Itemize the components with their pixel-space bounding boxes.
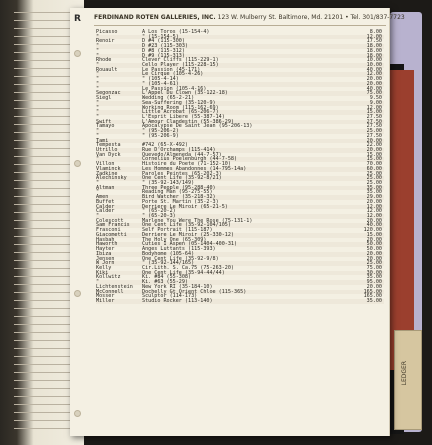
ledger-price: 25.00 [366, 175, 382, 182]
ledger-price: 20.00 [366, 250, 382, 257]
ledger-price: 20.00 [366, 236, 382, 243]
company-name: FERDINAND ROTEN GALLERIES, INC. [94, 14, 216, 21]
ledger-title: One Cent Life (35-92-8/21) [142, 175, 222, 182]
ledger-artist: " [96, 156, 100, 163]
ledger-artist: Calder [96, 208, 115, 215]
ledger-price: 9.00 [369, 99, 382, 106]
ledger-price: 18.00 [366, 43, 382, 50]
ledger-price: 15.00 [366, 231, 382, 238]
ledger-artist: " [96, 71, 100, 78]
ledger-title: " (15-154-5) [142, 33, 179, 40]
ledger-title: Cir.Lith. S. Ca.75 (75-263-20) [142, 264, 235, 271]
ledger-artist: " [96, 279, 100, 286]
ledger-price: 35.00 [366, 297, 382, 304]
ledger-price: 20.00 [366, 137, 382, 144]
ledger-title: L'Appel Du Clown (35-122-18) [142, 90, 228, 97]
ledger-artist: Tamayo [96, 123, 115, 130]
ledger-price: 40.00 [366, 222, 382, 229]
ledger-title: " (95-206-9) [142, 132, 179, 139]
ledger-artist: Zadkine [96, 170, 118, 177]
ledger-title: Le Passion (45-171) [142, 66, 201, 73]
ledger-price: 35.00 [366, 274, 382, 281]
ledger-artist: " [96, 99, 100, 106]
ledger-price: 10.00 [366, 57, 382, 64]
ledger-artist: W Jorn [96, 260, 115, 267]
ledger-title: Histoire du Poete (71-152-10) [142, 161, 231, 168]
ledger-price: 27.50 [366, 123, 382, 130]
ledger-artist: " [96, 80, 100, 87]
ledger-title: " (65-20-2) [142, 208, 176, 215]
ledger-title: " (35-92-143/149) [142, 180, 195, 186]
ledger-title: Sea-Suffering (35-120-9) [142, 99, 216, 106]
ledger-artist: Mosser [96, 293, 115, 300]
ledger-artist: Altman [96, 184, 115, 191]
ledger-price: 15.00 [366, 109, 382, 116]
ledger-price: 12.00 [366, 71, 382, 78]
ledger-price: 20.00 [366, 146, 382, 153]
ledger-title: Three People (95-288-40) [142, 184, 216, 191]
ledger-title: D #9 (115-313) [142, 52, 185, 59]
ledger-price: 40.00 [366, 85, 382, 92]
ledger-price: 165.00 [363, 288, 382, 295]
ledger-artist: Renoir [96, 38, 115, 45]
ledger-title: Quevedo/Almeneda (44-7-57) [142, 151, 222, 158]
ledger-price: 20.00 [366, 80, 382, 87]
ledger-artist: Tempesta [96, 142, 121, 149]
ledger-price: 15.00 [366, 156, 382, 163]
ledger-title: Bodyhome (105-64) [142, 250, 195, 257]
ledger-title: Ki. #84 (55-308) [142, 274, 192, 281]
previous-page-lines [14, 12, 78, 436]
ledger-price: 18.00 [366, 52, 382, 59]
ledger-price: 75.00 [366, 90, 382, 97]
ledger-title: " (35-92-144/165) [142, 260, 195, 267]
ledger-price: 25.00 [366, 128, 382, 135]
ledger-artist: " [96, 113, 100, 120]
ledger-title: One Cent Life (35-94-44/44) [142, 269, 225, 276]
ledger-artist: Swift [96, 118, 112, 125]
ledger-artist: " [96, 33, 100, 40]
ledger-title: Wedding (65-2-21) [142, 95, 195, 102]
ledger-artist: Calder [96, 203, 115, 210]
ledger-title: Derriere Le Miroir (65-21-5) [142, 203, 228, 210]
ledger-artist: Kelly [96, 264, 112, 271]
ledger-artist: Alechinsky [96, 175, 127, 182]
ledger-artist: " [96, 128, 100, 135]
ledger-title: " (105-4-14) [142, 76, 179, 83]
ledger-artist: Ibiza [96, 250, 112, 257]
ledger-price: 25.00 [366, 260, 382, 267]
ledger-price: 12.00 [366, 203, 382, 210]
ledger-price: 29.00 [366, 194, 382, 201]
ledger-artist: Giacometti [96, 231, 127, 238]
side-tab-label: LEDGER [401, 361, 408, 386]
ledger-price: 17.50 [366, 38, 382, 45]
ledger-price: 12.00 [366, 208, 382, 215]
red-divider-tab [388, 70, 414, 370]
ledger-price: 70.00 [366, 161, 382, 168]
ledger-price: 165.00 [363, 293, 382, 300]
ledger-artist: " [96, 85, 100, 92]
ledger-title: Bird Watcher (35-218-32) [142, 194, 216, 201]
ledger-price: 12.00 [366, 104, 382, 111]
ledger-title: Reading Man (95-275-55) [142, 189, 213, 196]
ledger-price: 27.50 [366, 113, 382, 120]
ledger-title: Porte St. Martin (35-2-3) [142, 198, 219, 205]
ledger-title: Cuties I Aspen (05-1404-400-31) [142, 241, 238, 248]
ledger-price: 40.00 [366, 66, 382, 73]
ledger-price: 8.00 [369, 29, 382, 35]
ledger-price: 25.00 [366, 170, 382, 177]
ledger-price: 95.00 [366, 279, 382, 286]
ledger-title: Cornelius Poelenburgh (44-7-58) [142, 156, 238, 163]
ledger-price: 20.00 [366, 217, 382, 224]
company-address: 123 W. Mulberry St. Baltimore, Md. 21201 • Tel. 301/837-7723 [217, 14, 405, 21]
ledger-artist: Jensen [96, 255, 115, 262]
ledger-price: 27.50 [366, 132, 382, 139]
ledger-artist: " [96, 104, 100, 111]
ledger-title: Anges Luttants (115-393) [142, 246, 216, 253]
ledger-artist: Van Dyck [96, 151, 121, 158]
ledger-price: 12.00 [366, 33, 382, 40]
ledger-artist: Vlaminck [96, 165, 121, 172]
ledger-title: The Holy One (65-309) [142, 236, 207, 243]
ledger-artist: " [96, 43, 100, 50]
ledger-artist: Kollwitz [96, 274, 121, 281]
ledger-price: 35.00 [366, 189, 382, 196]
ledger-title: D #8 (115-312) [142, 47, 185, 54]
ledger-title: Rue D'Orchamps (115-414) [142, 146, 216, 153]
ledger-artist: Siegl [96, 95, 112, 102]
ledger-title: Marlene You Were The Rose (75-131-1) [142, 217, 253, 224]
ledger-title: Apocalypse De Saint Jean (95-206-13) [142, 123, 253, 130]
ledger-artist: Villon [96, 161, 115, 168]
ledger-price: 22.00 [366, 142, 382, 149]
ledger-artist: Buffet [96, 198, 115, 205]
ledger-title: Les Hommes Abandonnes (14-795-14a) [142, 165, 247, 172]
ledger-artist: Rhode [96, 57, 112, 64]
ledger-price: 18.00 [366, 47, 382, 54]
ledger-artist: Colescott [96, 217, 124, 224]
ledger-price: 20.00 [366, 255, 382, 262]
ledger-artist: Lichtenstein [96, 283, 133, 290]
ledger-price: 50.00 [366, 246, 382, 253]
ledger-title: Le Cirque (105-4-26) [142, 71, 204, 78]
ledger-artist: Utrillo [96, 146, 118, 153]
ledger-title: " (65-20-3) [142, 213, 176, 220]
ledger-price: 50.00 [366, 241, 382, 248]
ledger-artist: Haworth [96, 241, 118, 248]
ledger-title: D #23 (115-303) [142, 43, 189, 50]
ledger-artist: Hayter [96, 246, 115, 253]
ledger-price: 120.00 [363, 227, 382, 234]
ledger-title: Derriere Le Miroir (25-330-12) [142, 231, 235, 238]
ledger-artist: Tami [96, 137, 109, 144]
ledger-artist: Amen [96, 194, 109, 201]
ledger-artist: " [96, 52, 100, 59]
ledger-title: Little Acrobat (65-206-7) [142, 109, 219, 116]
ledger-title: Paroles Peintes (65-202-3) [142, 170, 222, 177]
tan-label-tab [394, 330, 422, 430]
ledger-title: Working Room (115-162-69) [142, 104, 219, 111]
ledger-title: Le Passion (105-4-16) [142, 85, 207, 92]
ledger-price: 12.00 [366, 213, 382, 220]
ledger-title: New York RI (35-184-10) [142, 283, 213, 290]
ledger-artist: " [96, 76, 100, 83]
ledger-price: 20.00 [366, 198, 382, 205]
ledger-artist: Miller [96, 297, 115, 304]
ledger-row [96, 299, 384, 304]
ledger-title: A Los Toros (15-154-4) [142, 29, 210, 35]
ledger-artist: " [96, 47, 100, 54]
ledger-title: One Cent Life (35-92-104/105) [142, 222, 231, 229]
ledger-price: 15.00 [366, 151, 382, 158]
ledger-artist: Kiki [96, 269, 109, 276]
ledger-title: L'Esprit Libere (55-387-14) [142, 113, 225, 120]
ledger-title: Cello Player (115-228-15) [142, 62, 219, 69]
ledger-artist: Sam Francis [96, 222, 130, 229]
ledger-price: 27.50 [366, 118, 382, 125]
ledger-price: 30.00 [366, 269, 382, 276]
ledger-artist: " [96, 180, 100, 186]
ledger-title: L'Amour Clandestin (55-386-29) [142, 118, 235, 125]
ledger-price: 60.00 [366, 165, 382, 172]
ledger-price: 9.50 [369, 95, 382, 102]
ledger-artist: " [96, 189, 100, 196]
ledger-artist: Segonzac [96, 90, 121, 97]
ledger-price: 20.00 [366, 283, 382, 290]
ledger-title: Studio Rocker (113-140) [142, 297, 213, 304]
index-letter: R [74, 14, 81, 24]
ledger-price: 10.00 [366, 62, 382, 69]
ledger-artist: Picasso [96, 29, 118, 35]
ledger-list [96, 30, 384, 304]
punch-holes [74, 40, 84, 430]
ledger-artist: " [96, 62, 100, 69]
ledger-title: D #4 (115-300) [142, 38, 185, 45]
ledger-title: Ki. #63 (55-29) [142, 279, 189, 286]
ledger-artist: " [96, 213, 100, 220]
ledger-title: " (95-206-2) [142, 128, 179, 135]
ledger-title: #742 (65-X-492) [142, 142, 189, 149]
ledger-title: One Cent Life (35-92-9/8) [142, 255, 219, 262]
ledger-price: 35.00 [366, 184, 382, 191]
ledger-title: Sculptor (114-173) [142, 293, 198, 300]
letterhead [94, 14, 405, 26]
ledger-price: 75.00 [366, 264, 382, 271]
ledger-artist: McConnell [96, 288, 124, 295]
ledger-title: Dochelly Gt Orient Chloe (115-365) [142, 288, 247, 295]
ledger-artist: Frasconi [96, 227, 121, 234]
ledger-artist: " [96, 132, 100, 139]
ledger-artist: Hasbah [96, 236, 115, 243]
ledger-title: Self Portrait (115-187) [142, 227, 213, 234]
ledger-title: " (105-4-61) [142, 80, 179, 87]
ledger-price: 20.00 [366, 76, 382, 83]
ledger-price: 25.00 [366, 180, 382, 186]
ledger-artist: " [96, 109, 100, 116]
ledger-artist: Rouault [96, 66, 118, 73]
ledger-title: Clever Cliffs (115-229-1) [142, 57, 219, 64]
